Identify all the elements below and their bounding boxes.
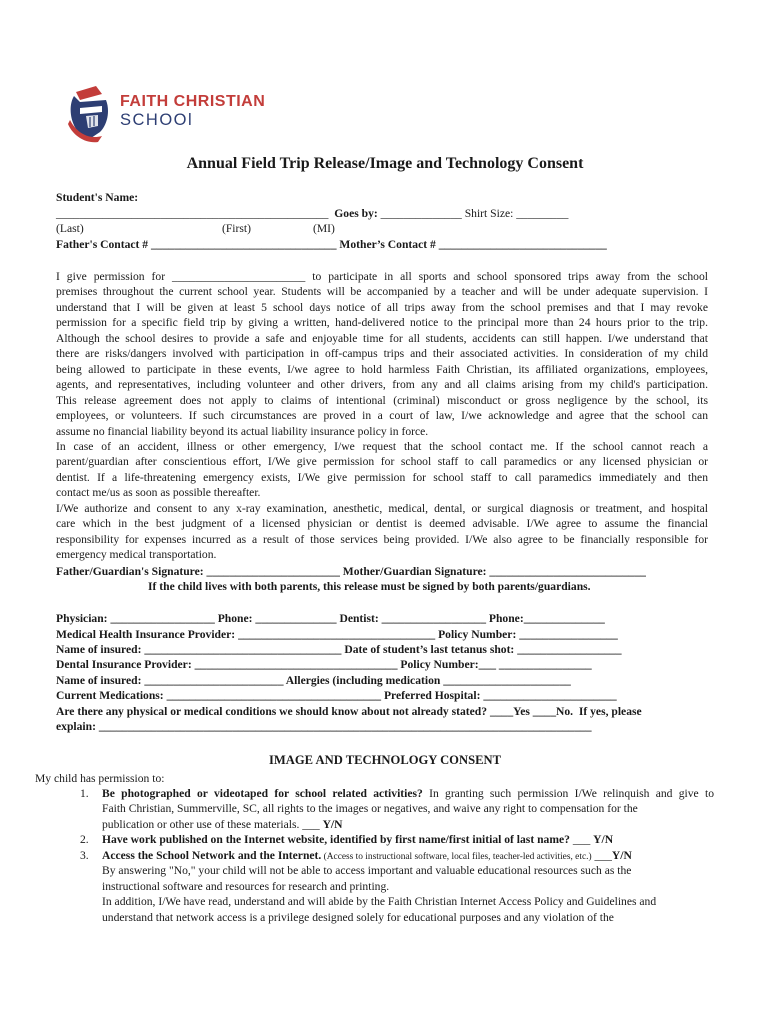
dental-policy-blank[interactable]: ___ ________________ xyxy=(478,658,592,671)
hospital-blank[interactable]: _______________________ xyxy=(483,689,617,702)
dental-insurance-line xyxy=(56,657,592,672)
permission-line: there are risks/dangers involved with participation in off-campus trips and their associated activities. In consideration of my child xyxy=(56,347,708,361)
student-name-blank[interactable]: _______________________________________________ xyxy=(56,207,329,220)
conditions-no-blank[interactable]: ____ xyxy=(532,705,556,718)
image-consent-heading: IMAGE AND TECHNOLOGY CONSENT xyxy=(269,753,501,767)
mother-contact-label: Mother’s Contact # xyxy=(339,238,436,251)
item-3-line xyxy=(102,848,714,864)
item-3-cont-2: instructional software and resources for research and printing. xyxy=(102,880,390,893)
insured-tetanus-line xyxy=(56,642,622,657)
image-consent-intro: My child has permission to: xyxy=(35,772,165,785)
item-3-note: (Access to instructional software, local files, teacher-led activities, etc.) xyxy=(321,852,592,862)
medications-blank[interactable]: _____________________________________ xyxy=(166,689,382,702)
item-2-number: 2. xyxy=(80,833,89,846)
medical-insurance-blank[interactable]: __________________________________ xyxy=(238,628,436,641)
item-3-cont-1: By answering "No," your child will not be able to access important and valuable educational resources such as the xyxy=(102,864,632,877)
signature-note: If the child lives with both parents, this release must be signed by both parents/guardians. xyxy=(148,580,591,593)
dental-insurance-label: Dental Insurance Provider: xyxy=(56,658,192,671)
conditions-line xyxy=(56,704,642,719)
permission-line: emergency medical transportation. xyxy=(56,548,217,562)
item-2-yn: Y/N xyxy=(593,833,614,846)
item-1-yn-blank[interactable]: ___ xyxy=(302,818,320,831)
item-1-cont-2 xyxy=(102,817,714,833)
medications-label: Current Medications: xyxy=(56,689,164,702)
explain-line xyxy=(56,719,592,734)
permission-line: Although the school desires to provide a safe and enjoyable time for all students, accidents can still happen. I/we understand that xyxy=(56,331,708,345)
parent-contact-line xyxy=(56,237,607,252)
mother-signature-blank[interactable]: ___________________________ xyxy=(489,565,646,578)
logo-line-2: SCHOOl xyxy=(120,111,194,129)
medical-policy-blank[interactable]: _________________ xyxy=(519,628,618,641)
item-3-cont-3: In addition, I/We have read, understand and will abide by the Faith Christian Internet Access Policy and Guidelines and xyxy=(102,895,657,908)
shirt-size-label: Shirt Size: xyxy=(464,207,514,220)
shirt-size-blank[interactable]: _________ xyxy=(516,207,569,220)
dental-policy-label: Policy Number: xyxy=(400,658,479,671)
permission-line: parent/guardian after conscientious effort, I/We give permission for school staff to call paramedics or any licensed physician or xyxy=(56,455,708,469)
item-3-number: 3. xyxy=(80,849,89,862)
permission-line: In case of an accident, illness or other emergency, I/we request that the school contact me. If the school cannot reach a xyxy=(56,439,708,453)
father-contact-blank[interactable]: ________________________________ xyxy=(151,238,337,251)
medications-hospital-line xyxy=(56,688,617,703)
permission-line: responsibility for expenses incurred as a result of those services being provided. I/We also agree to be financially responsible for xyxy=(56,532,708,546)
insured-2-blank[interactable]: ________________________ xyxy=(144,674,284,687)
if-yes-label: If yes, please xyxy=(578,705,642,718)
document-title: Annual Field Trip Release/Image and Technology Consent xyxy=(186,155,584,172)
allergies-label: Allergies (including medication xyxy=(285,674,441,687)
dentist-phone-blank[interactable]: ______________ xyxy=(523,612,605,625)
conditions-yes-label: Yes xyxy=(513,705,530,718)
dentist-blank[interactable]: __________________ xyxy=(381,612,486,625)
permission-line: I give permission for _______________________ to participate in all sports and school sponsored trips away from the school xyxy=(56,270,708,283)
dentist-phone-label: Phone: xyxy=(488,612,524,625)
dental-insurance-blank[interactable]: ___________________________________ xyxy=(194,658,398,671)
tetanus-label: Date of student’s last tetanus shot: xyxy=(344,643,515,656)
conditions-yes-blank[interactable]: ____ xyxy=(489,705,514,718)
father-signature-label: Father/Guardian's Signature: xyxy=(56,565,204,578)
item-2-yn-blank[interactable]: ___ xyxy=(572,833,591,846)
permission-line: understand that I will be given at least 5 school days notice of all trips away from the school premises and that I may revoke xyxy=(56,300,708,314)
logo-line-1: FAITH CHRISTIAN xyxy=(120,93,266,110)
permission-line: I/We authorize and consent to any x-ray examination, anesthetic, medical, dental, or surgical diagnosis or treatment, and hospital xyxy=(56,501,708,515)
allergies-blank[interactable]: ______________________ xyxy=(443,674,571,687)
father-contact-label: Father's Contact # xyxy=(56,238,149,251)
name-first-label: (First) xyxy=(222,222,251,235)
permission-line: agents, and representatives, including volunteer and other drivers, from any and all claims arising from my child's participation. xyxy=(56,378,708,392)
student-name-line xyxy=(56,206,568,221)
item-3-cont-4: understand that network access is a privilege designed solely for educational purposes and any violation of the xyxy=(102,911,614,924)
insured-2-label: Name of insured: xyxy=(56,674,142,687)
item-1-cont-1: Faith Christian, Summerville, SC, all rights to the images or negatives, and waive any right to compensation for the xyxy=(102,802,638,815)
school-logo xyxy=(66,80,296,144)
item-1-number: 1. xyxy=(80,787,89,800)
conditions-question: Are there any physical or medical conditions we should know about not already stated? xyxy=(56,705,488,718)
explain-label: explain: xyxy=(56,720,96,733)
signature-line xyxy=(56,564,646,579)
item-2-question: Have work published on the Internet website, identified by first name/first initial of last name? xyxy=(102,833,570,846)
item-1-question: Be photographed or videotaped for school related activities? xyxy=(102,787,423,800)
insured-allergies-line xyxy=(56,673,571,688)
student-name-label: Student's Name: xyxy=(56,191,139,204)
item-3-question: Access the School Network and the Internet. xyxy=(102,849,322,862)
tetanus-blank[interactable]: __________________ xyxy=(517,643,622,656)
physician-blank[interactable]: __________________ xyxy=(110,612,215,625)
physician-line xyxy=(56,611,605,626)
permission-line: dentist. If a life-threatening emergency exists, I/We give permission for school staff to call paramedics immediately and then xyxy=(56,470,708,484)
item-1-cont-2-text: publication or other use of these materials. xyxy=(102,818,300,831)
item-2-line xyxy=(102,832,714,848)
item-1-text: In granting such permission I/We relinquish and give to xyxy=(422,787,714,800)
permission-line: This release agreement does not apply to claims of intentional (criminal) misconduct or gross negligence by the school, its xyxy=(56,393,708,407)
permission-line: employees, or volunteers. If such circumstances are proved in a court of law, I/we acknowledge and agree that the school can xyxy=(56,409,708,423)
medical-insurance-line xyxy=(56,627,618,642)
name-last-label: (Last) xyxy=(56,222,84,235)
name-mi-label: (MI) xyxy=(313,222,335,235)
goes-by-label: Goes by: xyxy=(334,207,378,220)
mother-contact-blank[interactable]: _____________________________ xyxy=(438,238,607,251)
conditions-no-label: No. xyxy=(555,705,574,718)
physician-phone-label: Phone: xyxy=(217,612,253,625)
physician-phone-blank[interactable]: ______________ xyxy=(255,612,337,625)
physician-label: Physician: xyxy=(56,612,108,625)
permission-line: care which in the best judgment of a licensed physician or dentist is deemed advisable. I/We agree to assume the financial xyxy=(56,517,708,531)
item-3-yn: Y/N xyxy=(611,849,632,862)
permission-line: assume no financial liability beyond its actual liability insurance policy in force. xyxy=(56,424,429,438)
item-3-yn-blank[interactable]: ___ xyxy=(594,849,612,862)
permission-line: contact me/us as soon as possible thereafter. xyxy=(56,486,261,500)
item-1-yn: Y/N xyxy=(322,818,343,831)
hospital-label: Preferred Hospital: xyxy=(383,689,481,702)
explain-blank[interactable]: _____________________________________________________________________________________ xyxy=(98,720,592,733)
father-signature-blank[interactable]: _______________________ xyxy=(206,565,340,578)
goes-by-blank[interactable]: ______________ xyxy=(380,207,462,220)
permission-line: premises throughout the current school year. Students will be accompanied by a teacher and will be under adequate supervision. I xyxy=(56,285,708,299)
medical-policy-label: Policy Number: xyxy=(438,628,517,641)
dentist-label: Dentist: xyxy=(339,612,379,625)
permission-line: permission for a specific field trip by giving a written, hand-delivered notice to the principal more than 24 hours prior to the trip. xyxy=(56,316,708,330)
insured-1-blank[interactable]: __________________________________ xyxy=(144,643,342,656)
permission-line: being allowed to participate in these events, I/we agree to hold harmless Faith Christian, its affiliated organizations, employees, xyxy=(56,362,708,376)
item-1-line xyxy=(102,786,714,802)
mother-signature-label: Mother/Guardian Signature: xyxy=(342,565,487,578)
knight-helmet-icon xyxy=(66,80,118,144)
medical-insurance-label: Medical Health Insurance Provider: xyxy=(56,628,236,641)
insured-1-label: Name of insured: xyxy=(56,643,142,656)
